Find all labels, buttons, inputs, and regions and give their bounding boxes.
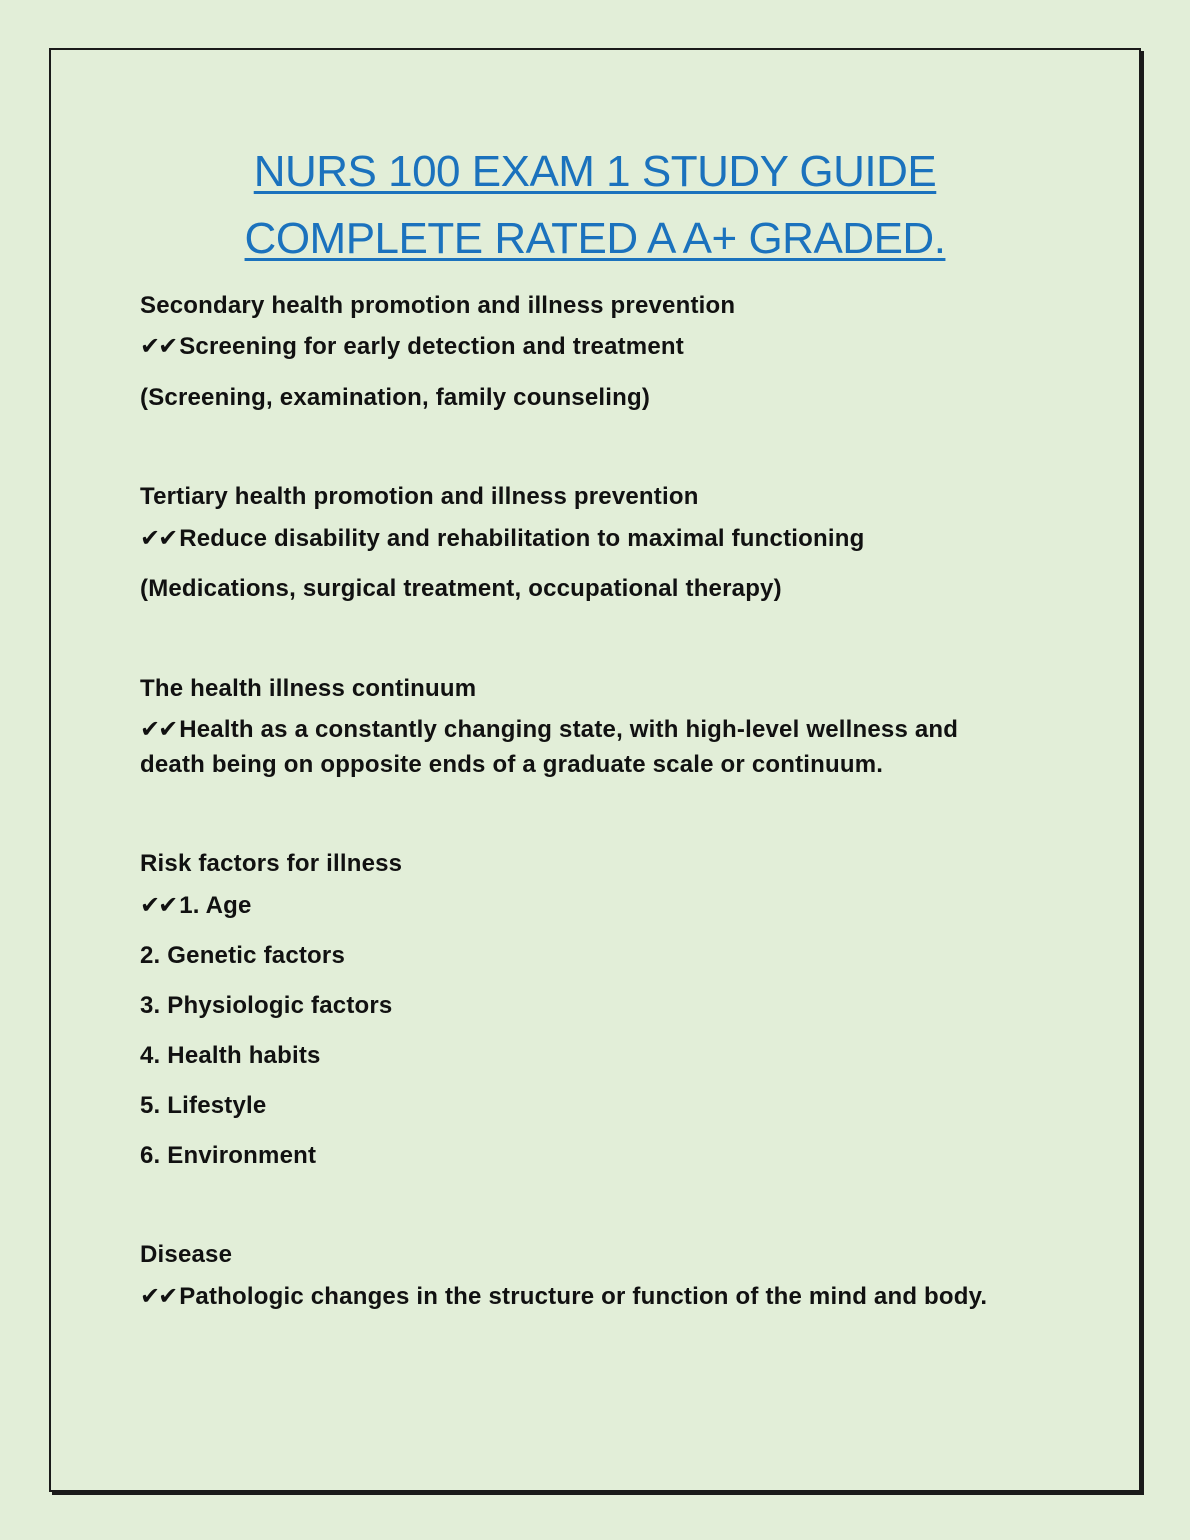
risk-factor-item: ✔✔ 1. Age	[140, 891, 252, 919]
risk-factor-item: 5. Lifestyle	[140, 1092, 267, 1119]
double-check-icon: ✔✔	[140, 891, 177, 919]
continuum-answer-line-2: death being on opposite ends of a graduate scale or continuum.	[140, 751, 884, 778]
document-title-line-1: NURS 100 EXAM 1 STUDY GUIDE	[253, 147, 937, 196]
disease-heading: Disease	[140, 1241, 233, 1268]
double-check-icon: ✔✔	[140, 1282, 177, 1310]
risk-factor-item: 2. Genetic factors	[140, 942, 346, 969]
disease-answer: ✔✔ Pathologic changes in the structure or function of the mind and body.	[140, 1282, 988, 1310]
risk-factors-heading: Risk factors for illness	[140, 850, 403, 877]
double-check-icon: ✔✔	[140, 524, 177, 552]
secondary-answer: ✔✔ Screening for early detection and treatment	[140, 332, 684, 360]
tertiary-heading: Tertiary health promotion and illness prevention	[140, 483, 699, 510]
risk-factor-item: 3. Physiologic factors	[140, 992, 393, 1019]
risk-factor-item: 6. Environment	[140, 1142, 317, 1169]
secondary-heading: Secondary health promotion and illness prevention	[140, 292, 736, 319]
continuum-answer-line-1: ✔✔ Health as a constantly changing state, with high-level wellness and	[140, 715, 959, 743]
document-title-line-2: COMPLETE RATED A A+ GRADED.	[244, 214, 946, 263]
tertiary-answer: ✔✔ Reduce disability and rehabilitation to maximal functioning	[140, 524, 865, 552]
tertiary-detail: (Medications, surgical treatment, occupational therapy)	[140, 575, 782, 602]
secondary-detail: (Screening, examination, family counseling)	[140, 384, 651, 411]
double-check-icon: ✔✔	[140, 332, 177, 360]
continuum-heading: The health illness continuum	[140, 675, 477, 702]
double-check-icon: ✔✔	[140, 715, 177, 743]
risk-factor-item: 4. Health habits	[140, 1042, 321, 1069]
